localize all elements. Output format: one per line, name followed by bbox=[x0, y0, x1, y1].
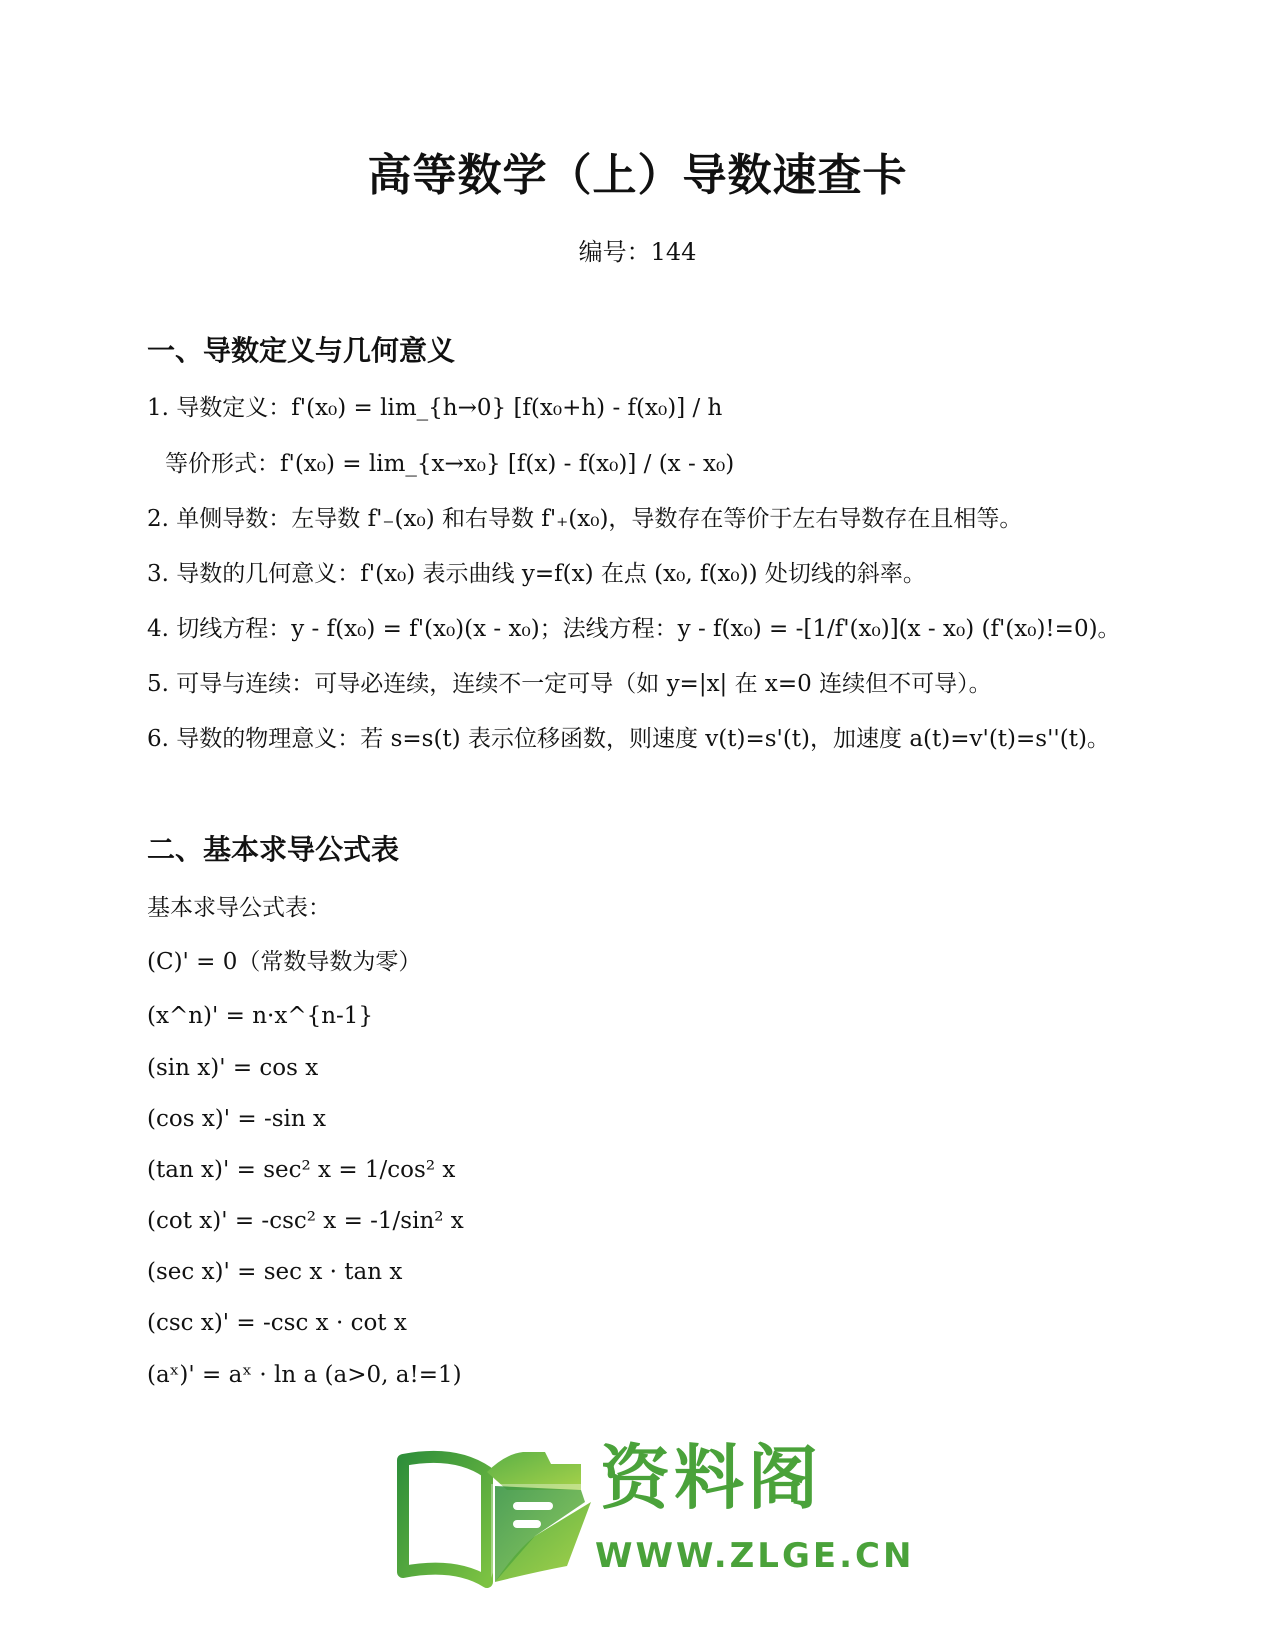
formula-line: (cos x)' = -sin x bbox=[147, 1106, 327, 1132]
formula-line: (x^n)' = n·x^{n-1} bbox=[147, 1003, 374, 1029]
differentiable-continuous-line: 5. 可导与连续：可导必连续，连续不一定可导（如 y=|x| 在 x=0 连续但不可导）。 bbox=[147, 671, 992, 697]
formula-line: (cot x)' = -csc² x = -1/sin² x bbox=[147, 1208, 464, 1234]
formula-line: (csc x)' = -csc x · cot x bbox=[147, 1310, 407, 1336]
formula-line: (C)' = 0（常数导数为零） bbox=[147, 949, 422, 975]
watermark-url: WWW.ZLGE.CN bbox=[595, 1536, 915, 1576]
formula-line: (sin x)' = cos x bbox=[147, 1055, 319, 1081]
watermark-name: 资料阁 bbox=[600, 1437, 822, 1519]
section-heading-formulas: 二、基本求导公式表 bbox=[147, 833, 400, 866]
equivalent-form-line: 等价形式：f'(x₀) = lim_{x→x₀} [f(x) - f(x₀)] / (x - x₀) bbox=[165, 451, 735, 477]
tangent-normal-line: 4. 切线方程：y - f(x₀) = f'(x₀)(x - x₀)；法线方程：y - f(x₀) = -[1/f'(x₀)](x - x₀) (f'(x₀)!=0)。 bbox=[147, 616, 1121, 642]
section-heading-definition: 一、导数定义与几何意义 bbox=[147, 334, 456, 367]
formula-line: (sec x)' = sec x · tan x bbox=[147, 1259, 403, 1285]
watermark-logo bbox=[395, 1432, 915, 1592]
page-title: 高等数学（上）导数速查卡 bbox=[367, 150, 908, 201]
open-book-icon bbox=[395, 1432, 595, 1592]
formula-intro-line: 基本求导公式表： bbox=[147, 895, 331, 921]
formula-line: (aˣ)' = aˣ · ln a (a>0, a!=1) bbox=[147, 1362, 462, 1388]
one-sided-derivative-line: 2. 单侧导数：左导数 f'₋(x₀) 和右导数 f'₊(x₀)，导数存在等价于左右导数存在且相等。 bbox=[147, 506, 1023, 532]
document-number: 编号：144 bbox=[578, 238, 697, 266]
physical-meaning-line: 6. 导数的物理意义：若 s=s(t) 表示位移函数，则速度 v(t)=s'(t)，加速度 a(t)=v'(t)=s''(t)。 bbox=[147, 726, 1110, 752]
definition-line: 1. 导数定义：f'(x₀) = lim_{h→0} [f(x₀+h) - f(x₀)] / h bbox=[147, 395, 723, 421]
formula-line: (tan x)' = sec² x = 1/cos² x bbox=[147, 1157, 456, 1183]
geometric-meaning-line: 3. 导数的几何意义：f'(x₀) 表示曲线 y=f(x) 在点 (x₀, f(x₀)) 处切线的斜率。 bbox=[147, 561, 926, 587]
